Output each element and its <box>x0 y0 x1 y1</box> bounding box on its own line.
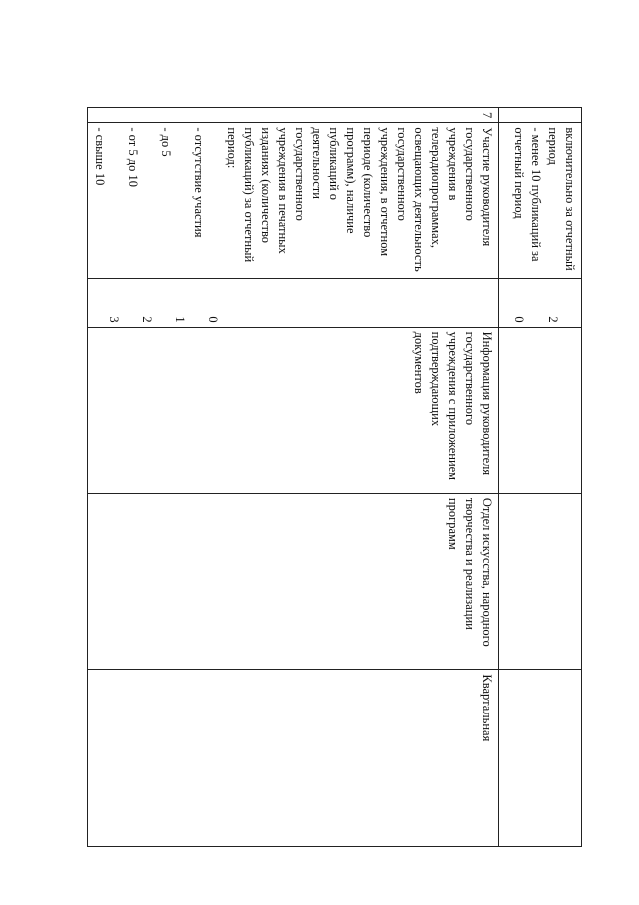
department-cell: Отдел искусства, народного творчества и реализации программ <box>88 493 499 670</box>
option-item: - свыше 10 <box>93 127 107 186</box>
criterion-cell <box>88 123 499 279</box>
frequency-cell: Квартальная <box>88 670 499 847</box>
criteria-table <box>87 107 582 847</box>
rotated-table-block <box>95 107 582 847</box>
row-number-cell: 7 <box>88 108 499 123</box>
info-cell: Информация руководителя государственного учреждения с приложением подтверждающих документов <box>88 327 499 493</box>
criterion-line: - менее 10 публикаций за отчетный период <box>512 127 543 262</box>
option-item: - отсутствие участия <box>192 127 206 238</box>
row-number-cell <box>499 108 582 123</box>
points-value: 2 <box>140 316 154 323</box>
points-value: 1 <box>173 316 187 323</box>
frequency-cell <box>499 670 582 847</box>
department-cell <box>499 493 582 670</box>
points-value: 2 <box>546 316 560 323</box>
points-value: 0 <box>512 316 526 323</box>
option-item: - от 5 до 10 <box>126 127 140 187</box>
points-cell <box>88 279 499 327</box>
points-value: 3 <box>107 316 121 323</box>
criterion-text: Участие руководителя государственного учреждения в телерадиопрограммах, освещающих деятельность государственного учреждения, в отчетном периоде (количество программ), наличие публикаций о деятельности государственного учреждения в печатных изданиях (количество публикаций) за отчетный период: <box>225 127 494 272</box>
info-cell <box>499 327 582 493</box>
table-row <box>499 108 582 847</box>
table-row <box>88 108 499 847</box>
points-cell <box>499 279 582 327</box>
criterion-cell <box>499 123 582 279</box>
points-value: 0 <box>206 316 220 323</box>
option-item: - до 5 <box>159 127 173 157</box>
criterion-line: включительно за отчетный период <box>546 127 577 271</box>
